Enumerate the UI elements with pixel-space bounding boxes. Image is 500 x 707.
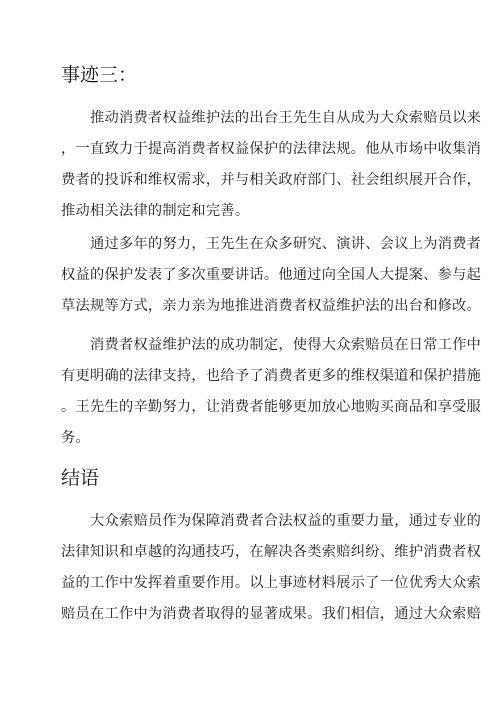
text-line: 有更明确的法律支持，也给予了消费者更多的维权渠道和保护措施 bbox=[61, 368, 482, 384]
section-heading-conclusion: 结语 bbox=[61, 467, 100, 489]
text-line: 草法规等方式，亲力亲为地推进消费者权益维护法的出台和修改。 bbox=[61, 298, 482, 314]
paragraph-conclusion bbox=[61, 506, 482, 630]
text-line: 权益的保护发表了多次重要讲话。他通过向全国人大提案、参与起 bbox=[61, 267, 482, 283]
text-line: 益的工作中发挥着重要作用。以上事迹材料展示了一位优秀大众索 bbox=[61, 575, 482, 591]
text-line: ，一直致力于提高消费者权益保护的法律法规。他从市场中收集消 bbox=[61, 141, 482, 157]
text-line: 推动消费者权益维护法的出台王先生自从成为大众索赔员以来 bbox=[90, 110, 482, 126]
text-line: 费者的投诉和维权需求，并与相关政府部门、社会组织展开合作， bbox=[61, 172, 482, 188]
paragraph-legislation-intro bbox=[61, 103, 482, 227]
paragraph-efforts bbox=[61, 229, 482, 322]
text-line: 务。 bbox=[61, 430, 90, 446]
paragraph-outcome bbox=[61, 330, 482, 454]
text-line: 。王先生的辛勤努力，让消费者能够更加放心地购买商品和享受服 bbox=[61, 399, 482, 415]
text-line: 法律知识和卓越的沟通技巧，在解决各类索赔纠纷、维护消费者权 bbox=[61, 544, 482, 560]
text-line: 通过多年的努力，王先生在众多研究、演讲、会议上为消费者 bbox=[90, 236, 482, 252]
text-line: 推动相关法律的制定和完善。 bbox=[61, 203, 250, 219]
text-line: 大众索赔员作为保障消费者合法权益的重要力量，通过专业的 bbox=[90, 513, 482, 529]
text-line: 消费者权益维护法的成功制定，使得大众索赔员在日常工作中 bbox=[90, 337, 482, 353]
text-line: 赔员在工作中为消费者取得的显著成果。我们相信，通过大众索赔 bbox=[61, 606, 482, 622]
section-heading-deed-three: 事迹三： bbox=[61, 64, 138, 86]
